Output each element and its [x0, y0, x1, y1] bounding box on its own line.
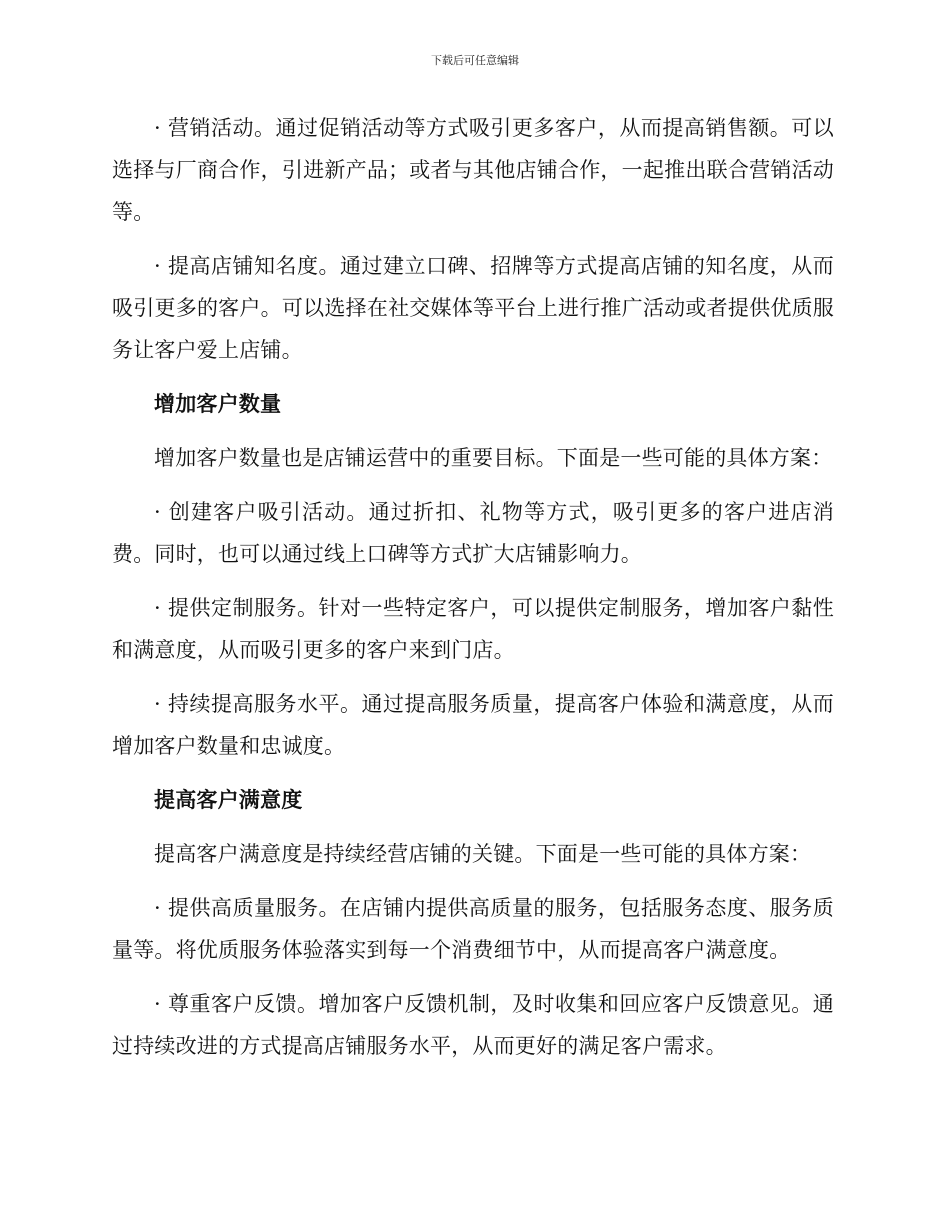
section-heading-increase-customers: 增加客户数量 — [154, 392, 282, 416]
section-heading-satisfaction: 提高客户满意度 — [154, 788, 303, 812]
intro-satisfaction: 提高客户满意度是持续经营店铺的关键。下面是一些可能的具体方案： — [154, 842, 812, 866]
document-body — [112, 107, 834, 1067]
bullet-store-awareness: · 提高店铺知名度。通过建立口碑、招牌等方式提高店铺的知名度，从而吸引更多的客户。可以选择在社交媒体等平台上进行推广活动或者提供优质服务让客户爱上店铺。 — [112, 254, 834, 362]
bullet-customer-attraction: · 创建客户吸引活动。通过折扣、礼物等方式，吸引更多的客户进店消费。同时，也可以通过线上口碑等方式扩大店铺影响力。 — [112, 500, 834, 566]
intro-increase-customers: 增加客户数量也是店铺运营中的重要目标。下面是一些可能的具体方案： — [154, 446, 833, 470]
page-header: 下载后可任意编辑 — [431, 54, 519, 67]
bullet-quality-service: · 提供高质量服务。在店铺内提供高质量的服务，包括服务态度、服务质量等。将优质服务体验落实到每一个消费细节中，从而提高客户满意度。 — [112, 896, 834, 962]
bullet-customer-feedback: · 尊重客户反馈。增加客户反馈机制，及时收集和回应客户反馈意见。通过持续改进的方式提高店铺服务水平，从而更好的满足客户需求。 — [112, 992, 834, 1058]
bullet-service-level: · 持续提高服务水平。通过提高服务质量，提高客户体验和满意度，从而增加客户数量和忠诚度。 — [112, 692, 834, 758]
bullet-custom-service: · 提供定制服务。针对一些特定客户，可以提供定制服务，增加客户黏性和满意度，从而吸引更多的客户来到门店。 — [112, 596, 834, 662]
bullet-marketing-activities: · 营销活动。通过促销活动等方式吸引更多客户，从而提高销售额。可以选择与厂商合作，引进新产品；或者与其他店铺合作，一起推出联合营销活动等。 — [112, 116, 834, 224]
